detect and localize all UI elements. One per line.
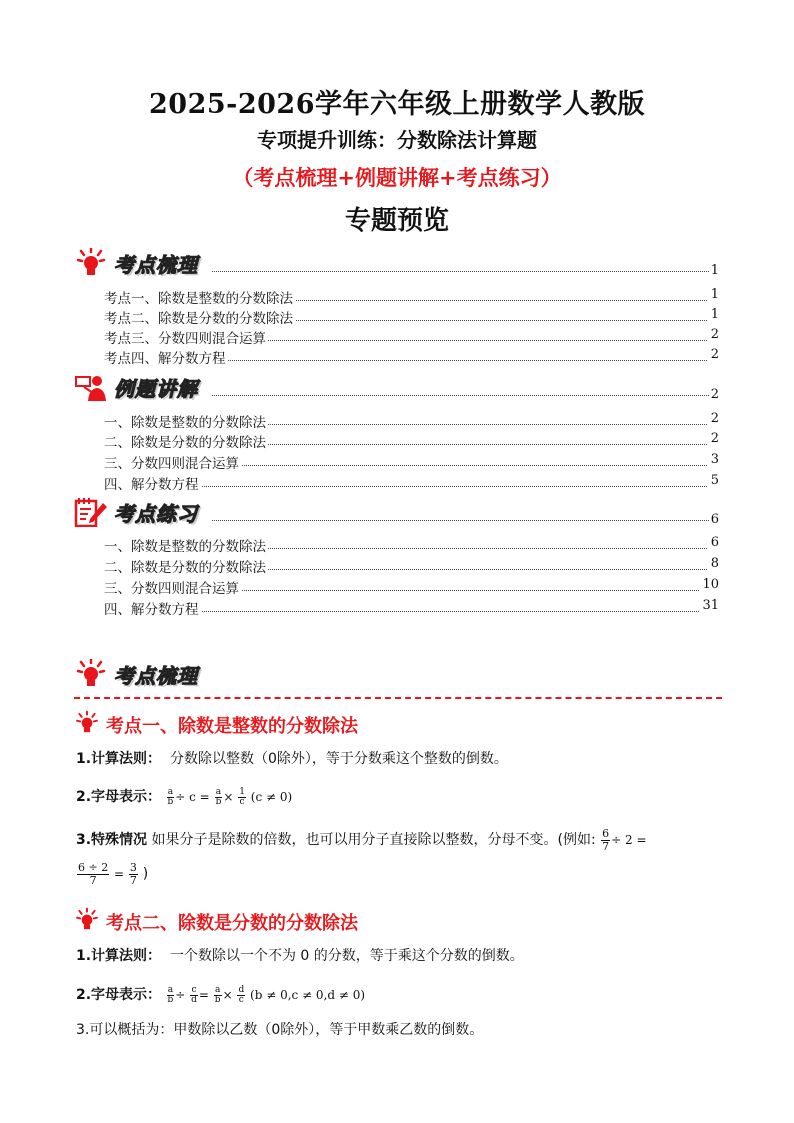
toc-item-page: 1 xyxy=(710,307,719,322)
kp1-example-part1: $\frac{6}{7}$ ÷ 2 = xyxy=(602,827,647,853)
toc-item[interactable] xyxy=(104,452,719,471)
kp2-rule xyxy=(76,945,726,967)
toc-section-label: 考点梳理 xyxy=(114,253,198,277)
toc-item-page: 6 xyxy=(710,535,719,550)
kp1-example xyxy=(76,862,726,887)
kp1-example-close: ) xyxy=(142,866,149,882)
toc-item-text: 考点二、除数是分数的分数除法 xyxy=(104,307,295,327)
kp2-letter xyxy=(76,984,726,1006)
toc-item[interactable] xyxy=(104,287,719,306)
toc-page-number: 1 xyxy=(710,263,719,278)
toc-item-text: 考点四、解分数方程 xyxy=(104,347,228,367)
kp1-rule xyxy=(76,748,726,770)
kp1-special-label: 3.特殊情况 xyxy=(76,832,148,848)
toc-item[interactable] xyxy=(104,535,719,554)
toc-item-text: 四、解分数方程 xyxy=(104,473,201,493)
toc-item-text: 考点三、分数四则混合运算 xyxy=(104,327,268,347)
toc-section-kaodian[interactable] xyxy=(74,248,719,278)
kp1-special xyxy=(76,828,726,853)
kp1-letter xyxy=(76,786,726,808)
toc-section-label: 考点练习 xyxy=(114,502,198,526)
kp1-example-part2: $\frac{6 \div 2}{7}$ = $\frac{3}{7}$ xyxy=(78,861,137,887)
toc-item-text: 二、除数是分数的分数除法 xyxy=(104,556,268,576)
toc-page-number: 2 xyxy=(710,387,719,402)
kp1-title: 考点一、除数是整数的分数除法 xyxy=(106,716,358,737)
document-subtitle: 专项提升训练：分数除法计算题 xyxy=(257,128,537,152)
toc-item[interactable] xyxy=(104,577,719,596)
toc-item[interactable] xyxy=(104,556,719,575)
bulb-icon xyxy=(74,710,100,736)
toc-page-number: 6 xyxy=(710,512,719,527)
toc-item-text: 二、除数是分数的分数除法 xyxy=(104,431,268,451)
toc-item-text: 考点一、除数是整数的分数除法 xyxy=(104,287,295,307)
kp2-rule-label: 1.计算法则： xyxy=(76,948,162,964)
notepad-icon xyxy=(74,497,108,527)
kp1-letter-label: 2.字母表示： xyxy=(76,789,162,805)
toc-item[interactable] xyxy=(104,473,719,492)
toc-item[interactable] xyxy=(104,411,719,430)
toc-item-text: 三、分数四则混合运算 xyxy=(104,452,241,472)
document-tagline: （考点梳理+例题讲解+考点练习） xyxy=(232,165,562,190)
kp2-formula: $\frac{a}{b}$ ÷ $\frac{c}{d}$ = $\frac{a}{b}$ × $\frac{d}{c}$ xyxy=(167,985,245,1005)
toc-item[interactable] xyxy=(104,327,719,346)
toc-item-page: 2 xyxy=(710,347,719,362)
preview-heading: 专题预览 xyxy=(344,206,449,236)
toc-item-text: 四、解分数方程 xyxy=(104,598,201,618)
toc-leader xyxy=(212,394,709,396)
toc-item-page: 1 xyxy=(710,287,719,302)
toc-item-page: 3 xyxy=(710,452,719,467)
toc-item-page: 5 xyxy=(710,473,719,488)
kp2-summary: 3.可以概括为：甲数除以乙数（0除外），等于甲数乘乙数的倒数。 xyxy=(76,1022,484,1038)
kp1-condition: (c ≠ 0) xyxy=(250,790,293,804)
toc-item[interactable] xyxy=(104,347,719,366)
document-title: 2025-2026学年六年级上册数学人教版 xyxy=(149,89,645,120)
toc-section-label: 例题讲解 xyxy=(114,377,198,401)
section-heading-label: 考点梳理 xyxy=(114,664,198,688)
toc-item-text: 一、除数是整数的分数除法 xyxy=(104,411,268,431)
teacher-icon xyxy=(74,372,108,402)
toc-section-lianxi[interactable] xyxy=(74,497,719,527)
toc-section-liti[interactable] xyxy=(74,372,719,402)
bulb-icon xyxy=(74,907,100,933)
toc-item[interactable] xyxy=(104,598,719,617)
toc-item-page: 2 xyxy=(710,411,719,426)
kp2-condition: (b ≠ 0,c ≠ 0,d ≠ 0) xyxy=(250,988,366,1002)
toc-item[interactable] xyxy=(104,307,719,326)
toc-item-page: 31 xyxy=(702,598,719,613)
section-divider xyxy=(74,697,722,699)
kp2-letter-label: 2.字母表示： xyxy=(76,987,162,1003)
kp1-special-text: 如果分子是除数的倍数，也可以用分子直接除以整数，分母不变。(例如: xyxy=(151,832,596,848)
toc-item-text: 三、分数四则混合运算 xyxy=(104,577,241,597)
kp1-rule-text: 分数除以整数（0除外），等于分数乘这个整数的倒数。 xyxy=(169,751,508,767)
kp2-heading xyxy=(74,907,714,935)
toc-item-page: 2 xyxy=(710,327,719,342)
toc-item-page: 10 xyxy=(702,577,719,592)
toc-item-page: 8 xyxy=(710,556,719,571)
toc-leader xyxy=(212,519,709,521)
kp1-formula: $\frac{a}{b}$ ÷ c = $\frac{a}{b}$ × $\frac{1}{c}$ xyxy=(167,787,245,807)
kp2-rule-text: 一个数除以一个不为 0 的分数，等于乘这个分数的倒数。 xyxy=(169,948,524,964)
kp1-rule-label: 1.计算法则： xyxy=(76,751,162,767)
toc-item-page: 2 xyxy=(710,431,719,446)
toc-item-text: 一、除数是整数的分数除法 xyxy=(104,535,268,555)
section-heading-kaodian xyxy=(74,659,274,693)
bulb-icon xyxy=(74,659,108,689)
kp2-title: 考点二、除数是分数的分数除法 xyxy=(106,913,358,934)
bulb-icon xyxy=(74,248,108,278)
kp1-heading xyxy=(74,710,714,738)
toc-item[interactable] xyxy=(104,431,719,450)
toc-leader xyxy=(212,270,709,272)
